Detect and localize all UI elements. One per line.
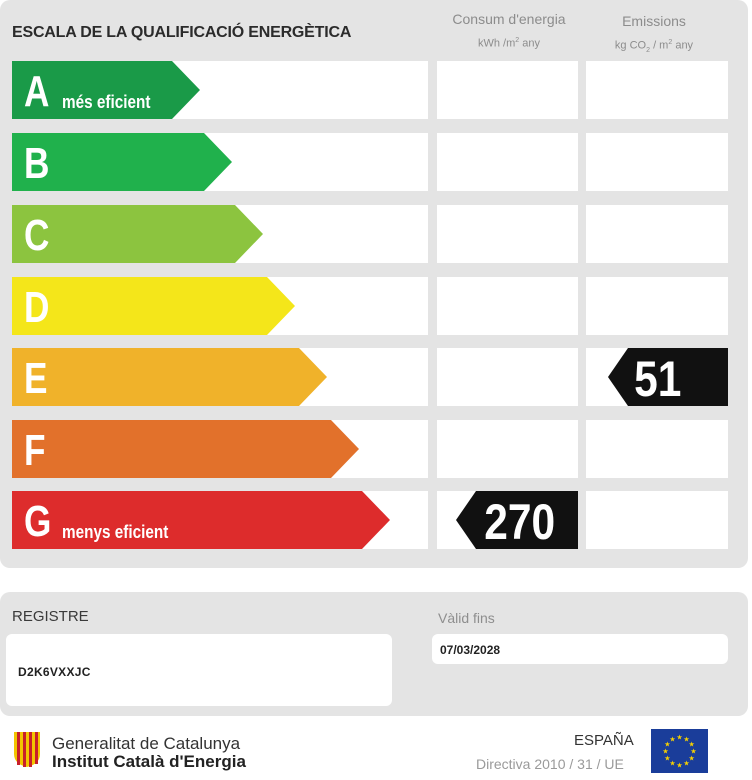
eu-star-icon: ★ [664, 740, 671, 749]
emissions-title: Emissions [622, 13, 686, 29]
rating-letter: D [24, 283, 50, 332]
consumption-indicator-value: 270 [484, 494, 556, 550]
rating-sublabel: més eficient [62, 92, 151, 112]
rating-arrow-f [12, 420, 359, 478]
eu-star-icon: ★ [688, 754, 695, 763]
emissions-indicator-value: 51 [634, 351, 682, 407]
country-label: ESPAÑA [574, 732, 634, 749]
eu-star-icon: ★ [690, 747, 697, 756]
eu-flag-icon [651, 729, 708, 773]
rating-arrow-a [12, 61, 200, 119]
emissions-cell [586, 61, 728, 119]
rating-arrow-g [12, 491, 390, 549]
rating-letter: B [24, 139, 50, 188]
rating-arrow-d [12, 277, 295, 335]
rating-letter: C [24, 211, 50, 260]
consumption-unit: kWh $/m^2$ any [478, 37, 540, 50]
emissions-indicator [608, 348, 728, 406]
eu-star-icon: ★ [662, 747, 669, 756]
consumption-cell [437, 133, 578, 191]
eu-star-icon: ★ [676, 733, 683, 742]
emissions-cell [586, 205, 728, 263]
directive-label: Directiva 2010 / 31 / UE [476, 756, 624, 772]
rating-arrow-b [12, 133, 232, 191]
consumption-cell [437, 420, 578, 478]
rating-arrow-c [12, 205, 263, 263]
eu-star-icon: ★ [683, 759, 690, 768]
rating-letter: G [24, 497, 52, 546]
eu-star-icon: ★ [683, 735, 690, 744]
emissions-header [586, 13, 722, 59]
eu-star-icon: ★ [664, 754, 671, 763]
registre-value: D2K6VXXJC [18, 665, 91, 679]
generalitat-logo-icon [12, 730, 42, 768]
emissions-cell [586, 133, 728, 191]
eu-star-icon: ★ [669, 735, 676, 744]
emissions-cell [586, 420, 728, 478]
emissions-cell [586, 491, 728, 549]
rating-sublabel: menys eficient [62, 522, 169, 542]
emissions-unit: kg $CO_2 / m^2$ any [614, 39, 694, 54]
rating-arrow-e [12, 348, 327, 406]
valid-label: Vàlid fins [438, 610, 495, 626]
org-line1: Generalitat de Catalunya [52, 734, 241, 753]
consumption-cell [437, 277, 578, 335]
emissions-cell [586, 277, 728, 335]
scale-title: ESCALA DE LA QUALIFICACIÓ ENERGÈTICA [12, 24, 352, 41]
rating-letter: A [24, 67, 50, 116]
valid-value: 07/03/2028 [440, 643, 501, 657]
consumption-indicator [456, 491, 578, 549]
eu-star-icon: ★ [688, 740, 695, 749]
rating-letter: F [24, 426, 46, 475]
eu-star-icon: ★ [669, 759, 676, 768]
consumption-cell [437, 205, 578, 263]
registre-label: REGISTRE [12, 608, 89, 625]
consumption-title: Consum d'energia [452, 11, 566, 27]
consumption-header [438, 11, 580, 52]
consumption-cell [437, 348, 578, 406]
consumption-cell [437, 61, 578, 119]
org-line2: Institut Català d'Energia [52, 752, 246, 771]
rating-letter: E [24, 354, 48, 403]
eu-star-icon: ★ [676, 761, 683, 770]
